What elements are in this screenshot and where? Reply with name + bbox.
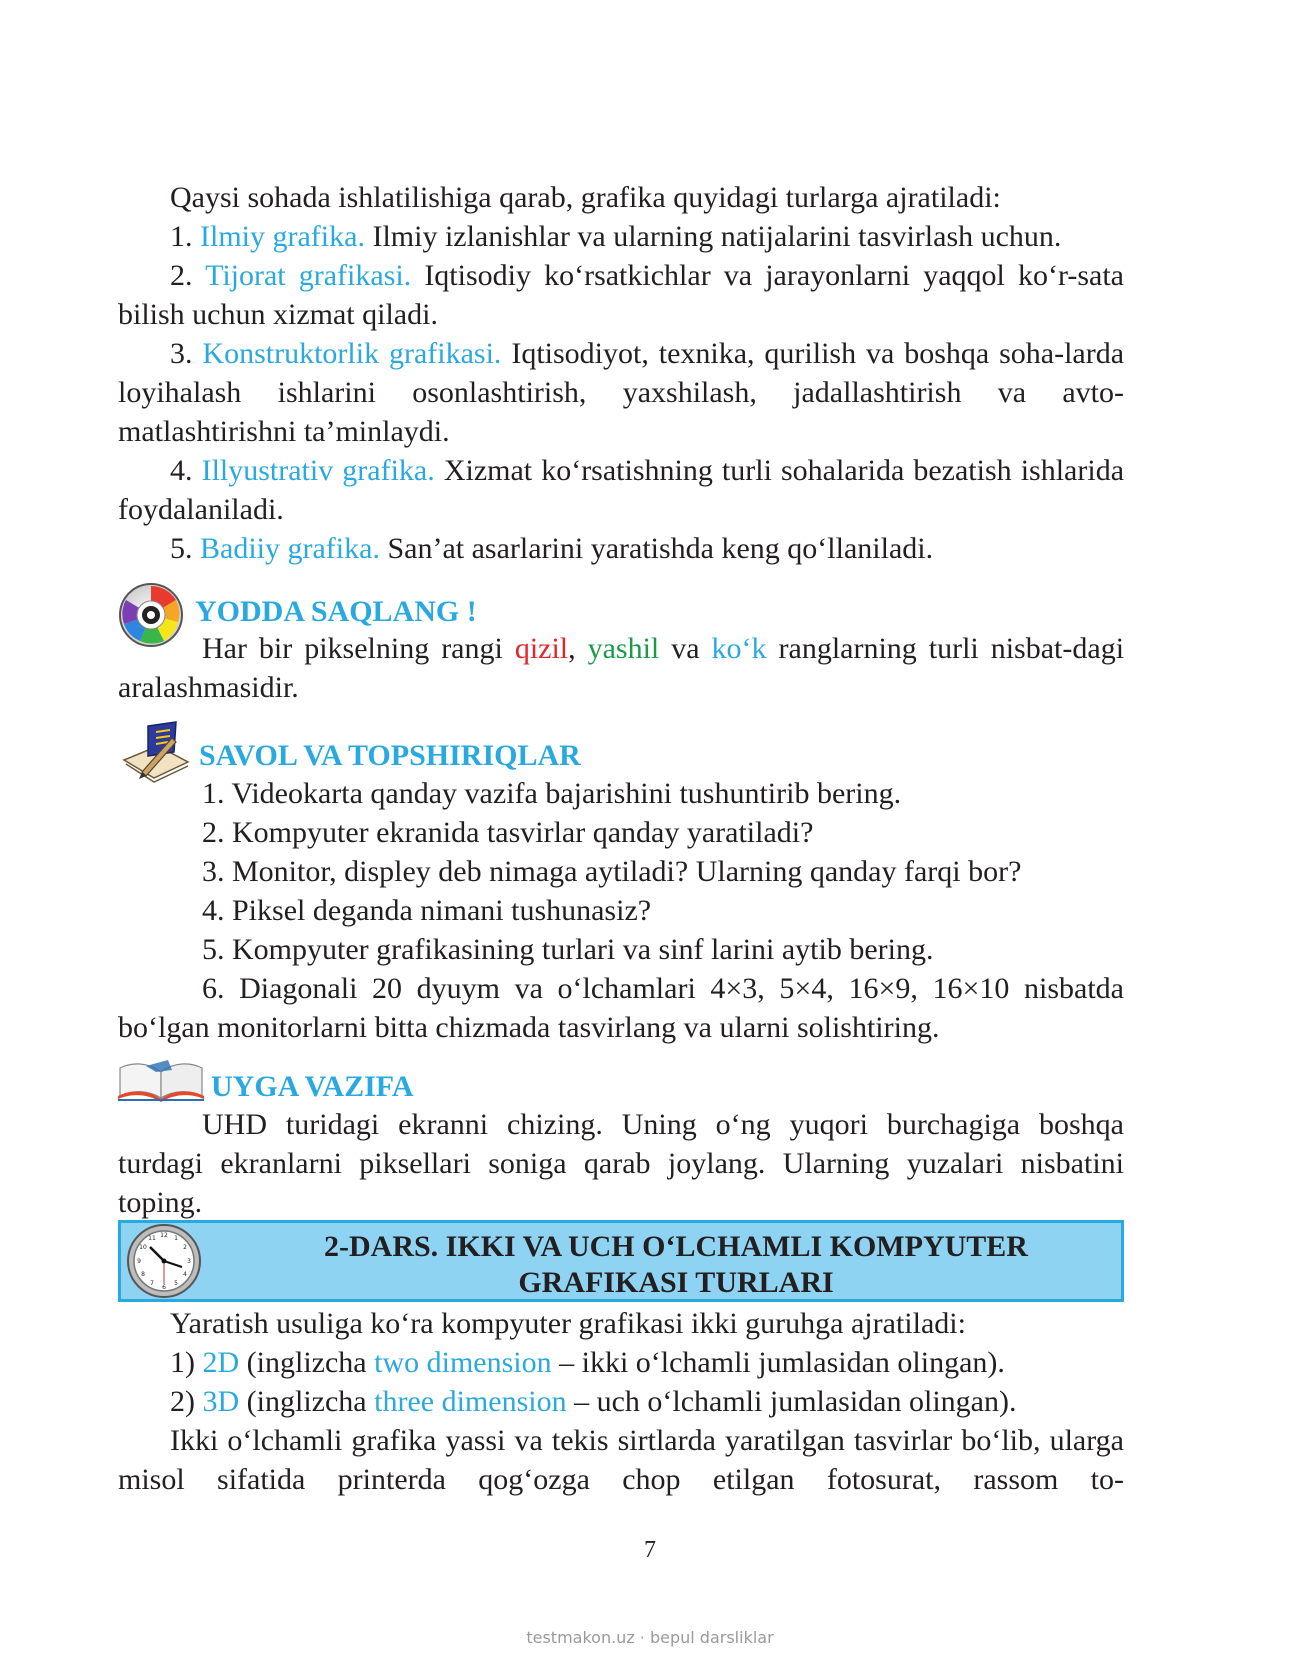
lesson-item-3d: 2) 3D (inglizcha three dimension – uch o‘lchamli jumlasidan olingan). (170, 1385, 1017, 1418)
svg-text:12: 12 (160, 1232, 168, 1239)
clock-icon (124, 1222, 204, 1300)
question-2: 2. Kompyuter ekranida tasvirlar qanday yaratiladi? (202, 816, 814, 849)
intro-item-1: 1. Ilmiy grafika. Ilmiy izlanishlar va ularning natijalarini tasvirlash uchun. (170, 220, 1062, 253)
question-6: 6. Diagonali 20 dyuym va o‘lchamlari 4×3, 5×4, 16×9, 16×10 nisbatda bo‘lgan monitorlarni bitta chizmada tasvirlang va ularni solishtiring. (118, 972, 1124, 1044)
question-3: 3. Monitor, displey deb nimaga aytiladi? Ularning qanday farqi bor? (202, 855, 1022, 888)
footer-watermark: testmakon.uz · bepul darsliklar (526, 1628, 774, 1647)
term-three-dimension: three dimension (374, 1385, 567, 1418)
remember-heading: YODDA SAQLANG ! (195, 595, 477, 628)
term-badiiy: Badiiy grafika. (200, 532, 380, 565)
questions-section (118, 774, 1124, 1047)
svg-text:2: 2 (183, 1244, 187, 1251)
lesson-paragraph: Ikki o‘lchamli grafika yassi va tekis sirtlarda yaratilgan tasvirlar bo‘lib, ularga misol sifatida printerda qog‘ozga chop etilgan fotosurat, rassom to- (118, 1424, 1124, 1496)
term-illyustrativ: Illyustrativ grafika. (201, 454, 435, 487)
svg-text:6: 6 (162, 1284, 166, 1291)
question-5: 5. Kompyuter grafikasining turlari va sinf larini aytib bering. (202, 933, 934, 966)
intro-item-4: 4. Illyustrativ grafika. Xizmat ko‘rsatishning turli sohalarida bezatish ishlarida foydalaniladi. (118, 454, 1125, 526)
intro-lead: Qaysi sohada ishlatilishiga qarab, grafika quyidagi turlarga ajratiladi: (170, 181, 1001, 214)
lesson-title: 2-DARS. IKKI VA UCH O‘LCHAMLI KOMPYUTER GRAFIKASI TURLARI (324, 1230, 1028, 1299)
homework-section (118, 1105, 1124, 1222)
intro-item-3: 3. Konstruktorlik grafikasi. Iqtisodiyot, texnika, qurilish va boshqa soha-larda loyihalash ishlarini osonlashtirish, yaxshilash, jadallashtirish va avto-matlashtirishni ta’minlaydi. (118, 337, 1125, 448)
svg-text:5: 5 (174, 1280, 178, 1287)
svg-text:10: 10 (139, 1244, 147, 1251)
homework-heading: UYGA VAZIFA (211, 1070, 414, 1103)
lesson-body (118, 1304, 1124, 1499)
intro-item-5: 5. Badiiy grafika. San’at asarlarini yaratishda keng qo‘llaniladi. (170, 532, 934, 565)
svg-text:7: 7 (150, 1280, 154, 1287)
svg-text:11: 11 (148, 1235, 156, 1242)
svg-text:4: 4 (183, 1271, 187, 1278)
lesson-header (118, 1220, 1124, 1302)
term-two-dimension: two dimension (374, 1346, 552, 1379)
intro-section (118, 178, 1124, 568)
term-ilmiy: Ilmiy grafika. (200, 220, 365, 253)
term-konstruktorlik: Konstruktorlik grafikasi. (202, 337, 502, 370)
remember-text: Har bir pikselning rangi qizil, yashil va ko‘k ranglarning turli nisbat-dagi aralashmasidir. (118, 632, 1125, 704)
lesson-item-2d: 1) 2D (inglizcha two dimension – ikki o‘lchamli jumlasidan olingan). (170, 1346, 1005, 1379)
lesson-lead: Yaratish usuliga ko‘ra kompyuter grafikasi ikki guruhga ajratiladi: (170, 1307, 966, 1340)
page-number: 7 (644, 1537, 656, 1563)
word-qizil: qizil (514, 632, 569, 665)
word-kok: ko‘k (711, 632, 767, 665)
word-yashil: yashil (587, 632, 660, 665)
term-3d: 3D (202, 1385, 240, 1418)
svg-text:9: 9 (137, 1258, 141, 1265)
remember-section (118, 629, 1124, 707)
svg-text:1: 1 (174, 1235, 178, 1242)
question-4: 4. Piksel deganda nimani tushunasiz? (202, 894, 652, 927)
svg-text:8: 8 (141, 1271, 145, 1278)
homework-text: UHD turidagi ekranni chizing. Uning o‘ng yuqori burchagiga boshqa turdagi ekranlarni piksellari soniga qarab joylang. Ularning yuzalari nisbatini toping. (118, 1108, 1124, 1219)
term-tijorat: Tijorat grafikasi. (205, 259, 412, 292)
intro-item-2: 2. Tijorat grafikasi. Iqtisodiy ko‘rsatkichlar va jarayonlarni yaqqol ko‘r-sata bilish uchun xizmat qiladi. (118, 259, 1124, 331)
svg-text:3: 3 (187, 1258, 191, 1265)
questions-heading: SAVOL VA TOPSHIRIQLAR (199, 739, 581, 772)
term-2d: 2D (202, 1346, 240, 1379)
open-book-icon (116, 1058, 206, 1102)
question-1: 1. Videokarta qanday vazifa bajarishini tushuntirib bering. (202, 777, 902, 810)
